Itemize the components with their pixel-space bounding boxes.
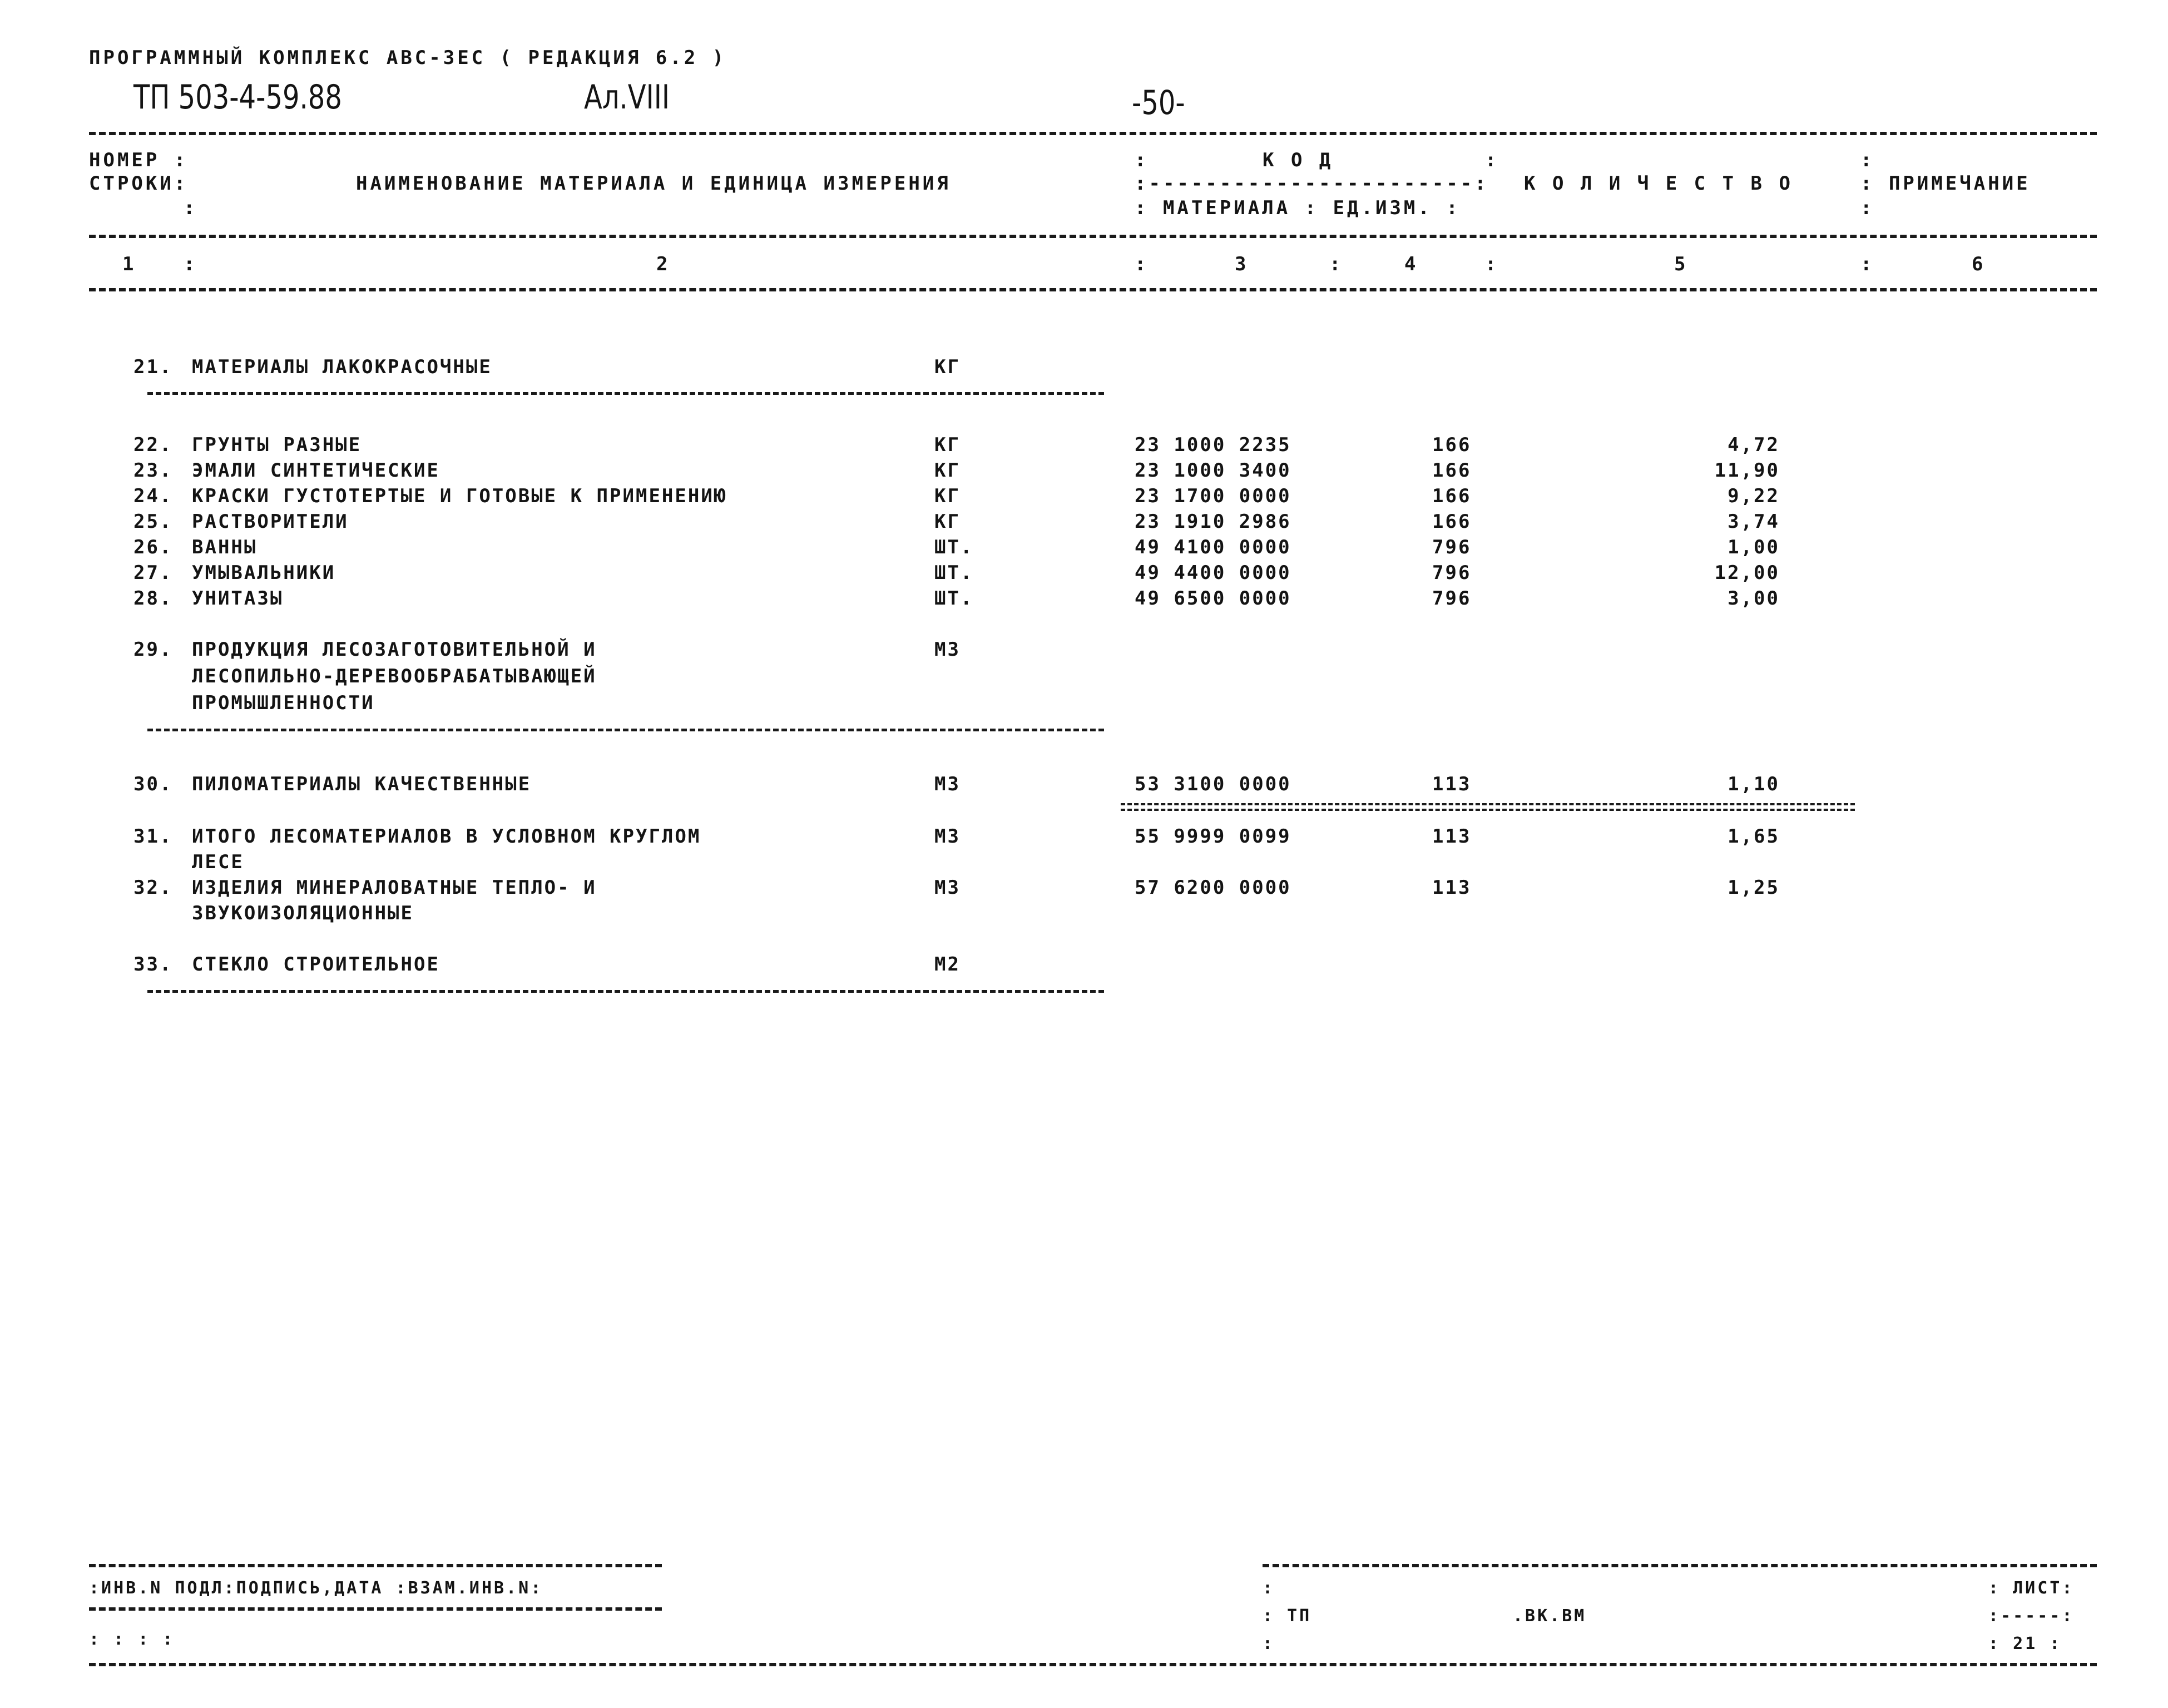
- row-continuation: [0, 902, 2168, 928]
- col6-header: : ПРИМЕЧАНИЕ: [1860, 172, 2031, 195]
- row-unit: М3: [934, 773, 961, 795]
- table-row: [0, 877, 2168, 902]
- row-unit: КГ: [934, 485, 961, 507]
- row-material-code: 49 6500 0000: [1135, 587, 1291, 610]
- sheet-label: : ЛИСТ:: [1988, 1578, 2075, 1598]
- row-number: 30.: [133, 773, 173, 795]
- footer-colon-bottom: :: [1263, 1634, 1275, 1653]
- colnum-4-colon: :: [1329, 253, 1344, 275]
- row-unit-code: 796: [1432, 536, 1472, 558]
- row-quantity: 1,65: [1728, 825, 1780, 848]
- footer-right-top-rule: [1263, 1564, 2097, 1567]
- row-unit-code: 796: [1432, 562, 1472, 584]
- row-unit: М3: [934, 877, 961, 899]
- kod-header: К О Д: [1263, 149, 1334, 171]
- row-unit-code: 113: [1432, 773, 1472, 795]
- row-material-code: 53 3100 0000: [1135, 773, 1291, 795]
- sheet-number: : 21 :: [1988, 1634, 2062, 1653]
- table-row: [0, 459, 2168, 485]
- row-material-code: 23 1000 3400: [1135, 459, 1291, 482]
- footer-bottom-rule: [89, 1663, 2097, 1666]
- row-material-code: 23 1910 2986: [1135, 511, 1291, 533]
- row-unit-code: 166: [1432, 459, 1472, 482]
- page-mark: -50-: [1132, 83, 1185, 122]
- header-mid-rule: [89, 235, 2097, 238]
- row-number: 29.: [133, 638, 173, 661]
- album-mark: Ал.VIII: [584, 78, 670, 117]
- footer-left-mid-rule: [89, 1607, 662, 1611]
- row-unit: М3: [934, 825, 961, 848]
- row-unit: КГ: [934, 459, 961, 482]
- colnum-2: 2: [656, 253, 671, 275]
- row-unit: М3: [934, 638, 961, 661]
- row-continuation: [0, 665, 2168, 691]
- row-name: РАСТВОРИТЕЛИ: [192, 511, 349, 533]
- footer-colon-top: :: [1263, 1578, 1275, 1598]
- row-name: СТЕКЛО СТРОИТЕЛЬНОЕ: [192, 953, 440, 976]
- col6-colon-bottom: :: [1860, 197, 1875, 219]
- row-unit-code: 113: [1432, 825, 1472, 848]
- colnum-3: 3: [1235, 253, 1249, 275]
- row-name-line: ЛЕСОПИЛЬНО-ДЕРЕВООБРАБАТЫВАЮЩЕЙ: [192, 665, 597, 687]
- row-unit-code: 796: [1432, 587, 1472, 610]
- table-row: [0, 511, 2168, 536]
- total-double-rule: [1121, 803, 1855, 811]
- colnum-4: 4: [1404, 253, 1419, 275]
- group-rule: [147, 729, 1104, 731]
- row-name-line: ПРОМЫШЛЕННОСТИ: [192, 692, 375, 714]
- row-quantity: 11,90: [1714, 459, 1780, 482]
- row-unit: КГ: [934, 356, 961, 378]
- row-material-code: 49 4400 0000: [1135, 562, 1291, 584]
- row-name: ПРОДУКЦИЯ ЛЕСОЗАГОТОВИТЕЛЬНОЙ И: [192, 638, 597, 661]
- footer-left-header: :ИНВ.N ПОДЛ:ПОДПИСЬ,ДАТА :ВЗАМ.ИНВ.N:: [89, 1578, 543, 1598]
- row-name: ВАННЫ: [192, 536, 258, 558]
- project-code: ТП 503-4-59.88: [133, 78, 342, 117]
- colnum-6-colon: :: [1860, 253, 1875, 275]
- program-line: ПРОГРАММНЫЙ КОМПЛЕКС АВС-ЗЕС ( РЕДАКЦИЯ 6.2 ): [89, 47, 727, 69]
- col1-line1: НОМЕР :: [89, 149, 189, 171]
- row-continuation: [0, 692, 2168, 717]
- col6-colon-top: :: [1860, 149, 1875, 171]
- row-name: МАТЕРИАЛЫ ЛАКОКРАСОЧНЫЕ: [192, 356, 492, 378]
- header-top-rule: [89, 132, 2097, 135]
- colnum-3-colon: :: [1135, 253, 1149, 275]
- row-name: ИТОГО ЛЕСОМАТЕРИАЛОВ В УСЛОВНОМ КРУГЛОМ: [192, 825, 701, 848]
- table-row: [0, 562, 2168, 587]
- row-material-code: 23 1700 0000: [1135, 485, 1291, 507]
- table-row: [0, 434, 2168, 459]
- table-row: [0, 485, 2168, 511]
- row-name-line: ЛЕСЕ: [192, 851, 244, 873]
- row-unit-code: 113: [1432, 877, 1472, 899]
- row-number: 23.: [133, 459, 173, 482]
- row-unit-code: 166: [1432, 485, 1472, 507]
- row-continuation: [0, 851, 2168, 877]
- row-number: 24.: [133, 485, 173, 507]
- row-name: ГРУНТЫ РАЗНЫЕ: [192, 434, 362, 456]
- table-row: [0, 773, 2168, 799]
- row-number: 25.: [133, 511, 173, 533]
- footer-left-top-rule: [89, 1564, 662, 1567]
- table-row: [0, 953, 2168, 979]
- table-row: [0, 587, 2168, 613]
- row-quantity: 4,72: [1728, 434, 1780, 456]
- row-unit: М2: [934, 953, 961, 976]
- row-unit: ШТ.: [934, 562, 974, 584]
- row-quantity: 12,00: [1714, 562, 1780, 584]
- kod-colon-top: :: [1135, 149, 1149, 171]
- group-rule: [147, 392, 1104, 395]
- row-quantity: 3,74: [1728, 511, 1780, 533]
- kod-colon-right: :: [1485, 149, 1499, 171]
- row-number: 27.: [133, 562, 173, 584]
- colnum-5: 5: [1674, 253, 1689, 275]
- row-name: ПИЛОМАТЕРИАЛЫ КАЧЕСТВЕННЫЕ: [192, 773, 532, 795]
- table-row: [0, 825, 2168, 851]
- col2-header: НАИМЕНОВАНИЕ МАТЕРИАЛА И ЕДИНИЦА ИЗМЕРЕНИЯ: [356, 172, 951, 195]
- row-unit: КГ: [934, 511, 961, 533]
- row-number: 26.: [133, 536, 173, 558]
- row-material-code: 23 1000 2235: [1135, 434, 1291, 456]
- row-unit-code: 166: [1432, 511, 1472, 533]
- row-material-code: 57 6200 0000: [1135, 877, 1291, 899]
- row-quantity: 9,22: [1728, 485, 1780, 507]
- row-unit: КГ: [934, 434, 961, 456]
- row-material-code: 55 9999 0099: [1135, 825, 1291, 848]
- col1-line3: :: [184, 197, 198, 219]
- row-unit: ШТ.: [934, 587, 974, 610]
- kod-subheader: : МАТЕРИАЛА : ЕД.ИЗМ. :: [1135, 197, 1461, 219]
- row-number: 21.: [133, 356, 173, 378]
- row-quantity: 1,10: [1728, 773, 1780, 795]
- qty-header: К О Л И Ч Е С Т В О: [1524, 172, 1793, 195]
- row-name: ЭМАЛИ СИНТЕТИЧЕСКИЕ: [192, 459, 440, 482]
- kod-separator: :-----------------------:: [1135, 172, 1489, 195]
- row-name-line: ЗВУКОИЗОЛЯЦИОННЫЕ: [192, 902, 414, 924]
- row-name: ИЗДЕЛИЯ МИНЕРАЛОВАТНЫЕ ТЕПЛО- И: [192, 877, 597, 899]
- row-quantity: 1,00: [1728, 536, 1780, 558]
- footer-tp: : ТП: [1263, 1606, 1312, 1626]
- row-number: 33.: [133, 953, 173, 976]
- footer-code: .ВК.ВМ: [1513, 1606, 1587, 1626]
- row-number: 32.: [133, 877, 173, 899]
- table-row: [0, 638, 2168, 664]
- row-name: УМЫВАЛЬНИКИ: [192, 562, 336, 584]
- row-quantity: 1,25: [1728, 877, 1780, 899]
- col1-line2: СТРОКИ:: [89, 172, 189, 195]
- sheet-separator: :-----:: [1988, 1606, 2075, 1626]
- row-name: КРАСКИ ГУСТОТЕРТЫЕ И ГОТОВЫЕ К ПРИМЕНЕНИЮ: [192, 485, 727, 507]
- row-name: УНИТАЗЫ: [192, 587, 284, 610]
- row-quantity: 3,00: [1728, 587, 1780, 610]
- colnum-6: 6: [1972, 253, 1986, 275]
- row-number: 31.: [133, 825, 173, 848]
- header-bottom-rule: [89, 288, 2097, 291]
- row-material-code: 49 4100 0000: [1135, 536, 1291, 558]
- row-number: 28.: [133, 587, 173, 610]
- colnum-5-colon: :: [1485, 253, 1499, 275]
- table-row: [0, 356, 2168, 382]
- row-unit: ШТ.: [934, 536, 974, 558]
- table-row: [0, 536, 2168, 562]
- colnum-1: 1: [122, 253, 137, 275]
- group-rule: [147, 990, 1104, 993]
- row-number: 22.: [133, 434, 173, 456]
- footer-left-cells: : : : :: [89, 1630, 175, 1649]
- row-unit-code: 166: [1432, 434, 1472, 456]
- colnum-1-colon: :: [184, 253, 198, 275]
